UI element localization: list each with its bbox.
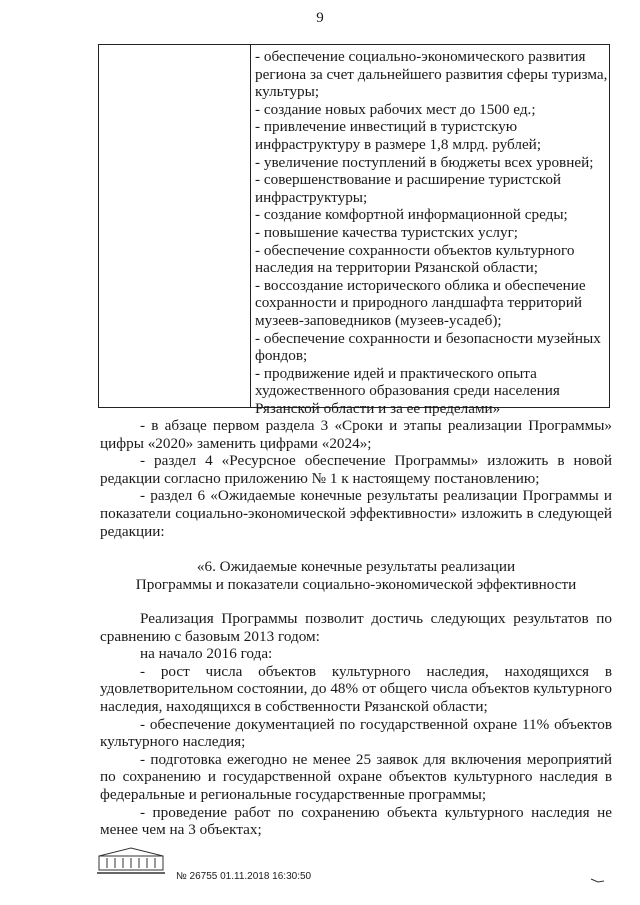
- table-line: - совершенствование и расширение туристской: [255, 171, 562, 189]
- building-stamp-icon: [95, 846, 167, 876]
- table-line: культуры;: [255, 83, 320, 101]
- program-table: [98, 44, 610, 417]
- table-line: - обеспечение социально-экономического развития: [255, 48, 586, 65]
- results-intro: Реализация Программы позволит достичь следующих результатов по сравнению с базовым 2013 годом:: [100, 610, 612, 645]
- handwritten-mark-icon: [590, 876, 606, 886]
- results-date: на начало 2016 года:: [140, 645, 273, 663]
- result-item: - подготовка ежегодно не менее 25 заявок для включения мероприятий по сохранению и государственной охране объектов культурного наследия в федеральные и региональные государственные программы;: [100, 750, 612, 803]
- result-item: - обеспечение документацией по государственной охране 11% объектов культурного наследия;: [100, 715, 612, 751]
- footer-serial: № 26755 01.11.2018 16:30:50: [176, 871, 312, 882]
- table-line: - продвижение идей и практического опыта: [255, 364, 537, 382]
- table-line: музеев-заповедников (музеев-усадеб);: [255, 311, 502, 329]
- table-line: - привлечение инвестиций в туристскую: [255, 118, 518, 136]
- table-line: художественного образования среди населения: [255, 382, 560, 400]
- table-line: региона за счет дальнейшего развития сферы туризма,: [255, 65, 608, 83]
- amendment-section-4: - раздел 4 «Ресурсное обеспечение Программы» изложить в новой редакции согласно приложению № 1 к настоящему постановлению;: [100, 452, 612, 487]
- section-heading: [100, 558, 612, 593]
- table-line: - создание комфортной информационной среды;: [255, 206, 568, 224]
- table-line: - обеспечение сохранности объектов культурного: [255, 241, 575, 259]
- section-heading-line1: «6. Ожидаемые конечные результаты реализации: [196, 558, 516, 575]
- amendment-section-6: - раздел 6 «Ожидаемые конечные результаты реализации Программы и показатели социально-экономической эффективности» изложить в следующей редакции:: [100, 487, 612, 540]
- table-results-cell: [255, 48, 608, 417]
- table-line: инфраструктуру в размере 1,8 млрд. рублей;: [255, 135, 542, 153]
- table-line: - создание новых рабочих мест до 1500 ед.;: [255, 100, 536, 118]
- table-line: фондов;: [255, 347, 308, 365]
- table-line: инфраструктуры;: [255, 188, 368, 206]
- table-column-divider: [250, 45, 251, 407]
- table-line: - воссоздание исторического облика и обеспечение: [255, 276, 586, 294]
- results-block: [100, 610, 612, 839]
- table-line: - повышение качества туристских услуг;: [255, 223, 519, 241]
- amendments-block: [100, 417, 612, 540]
- table-line: наследия на территории Рязанской области;: [255, 259, 538, 277]
- result-item: - рост числа объектов культурного наследия, находящихся в удовлетворительном состоянии, до 48% от общего числа объектов культурного наследия, находящихся в собственности Рязанской области;: [100, 662, 612, 715]
- section-heading-line2: Программы и показатели социально-экономической эффективности: [135, 575, 577, 593]
- table-line: Рязанской области и за ее пределами»: [255, 399, 501, 417]
- result-item: - проведение работ по сохранению объекта культурного наследия не менее чем на 3 объектах;: [100, 803, 612, 839]
- table-line: сохранности и природного ландшафта территорий: [255, 294, 583, 312]
- amendment-section-3: - в абзаце первом раздела 3 «Сроки и этапы реализации Программы» цифры «2020» заменить цифрами «2024»;: [100, 417, 612, 452]
- table-line: - увеличение поступлений в бюджеты всех уровней;: [255, 153, 594, 171]
- page-number: 9: [316, 10, 324, 26]
- table-line: - обеспечение сохранности и безопасности музейных: [255, 329, 601, 347]
